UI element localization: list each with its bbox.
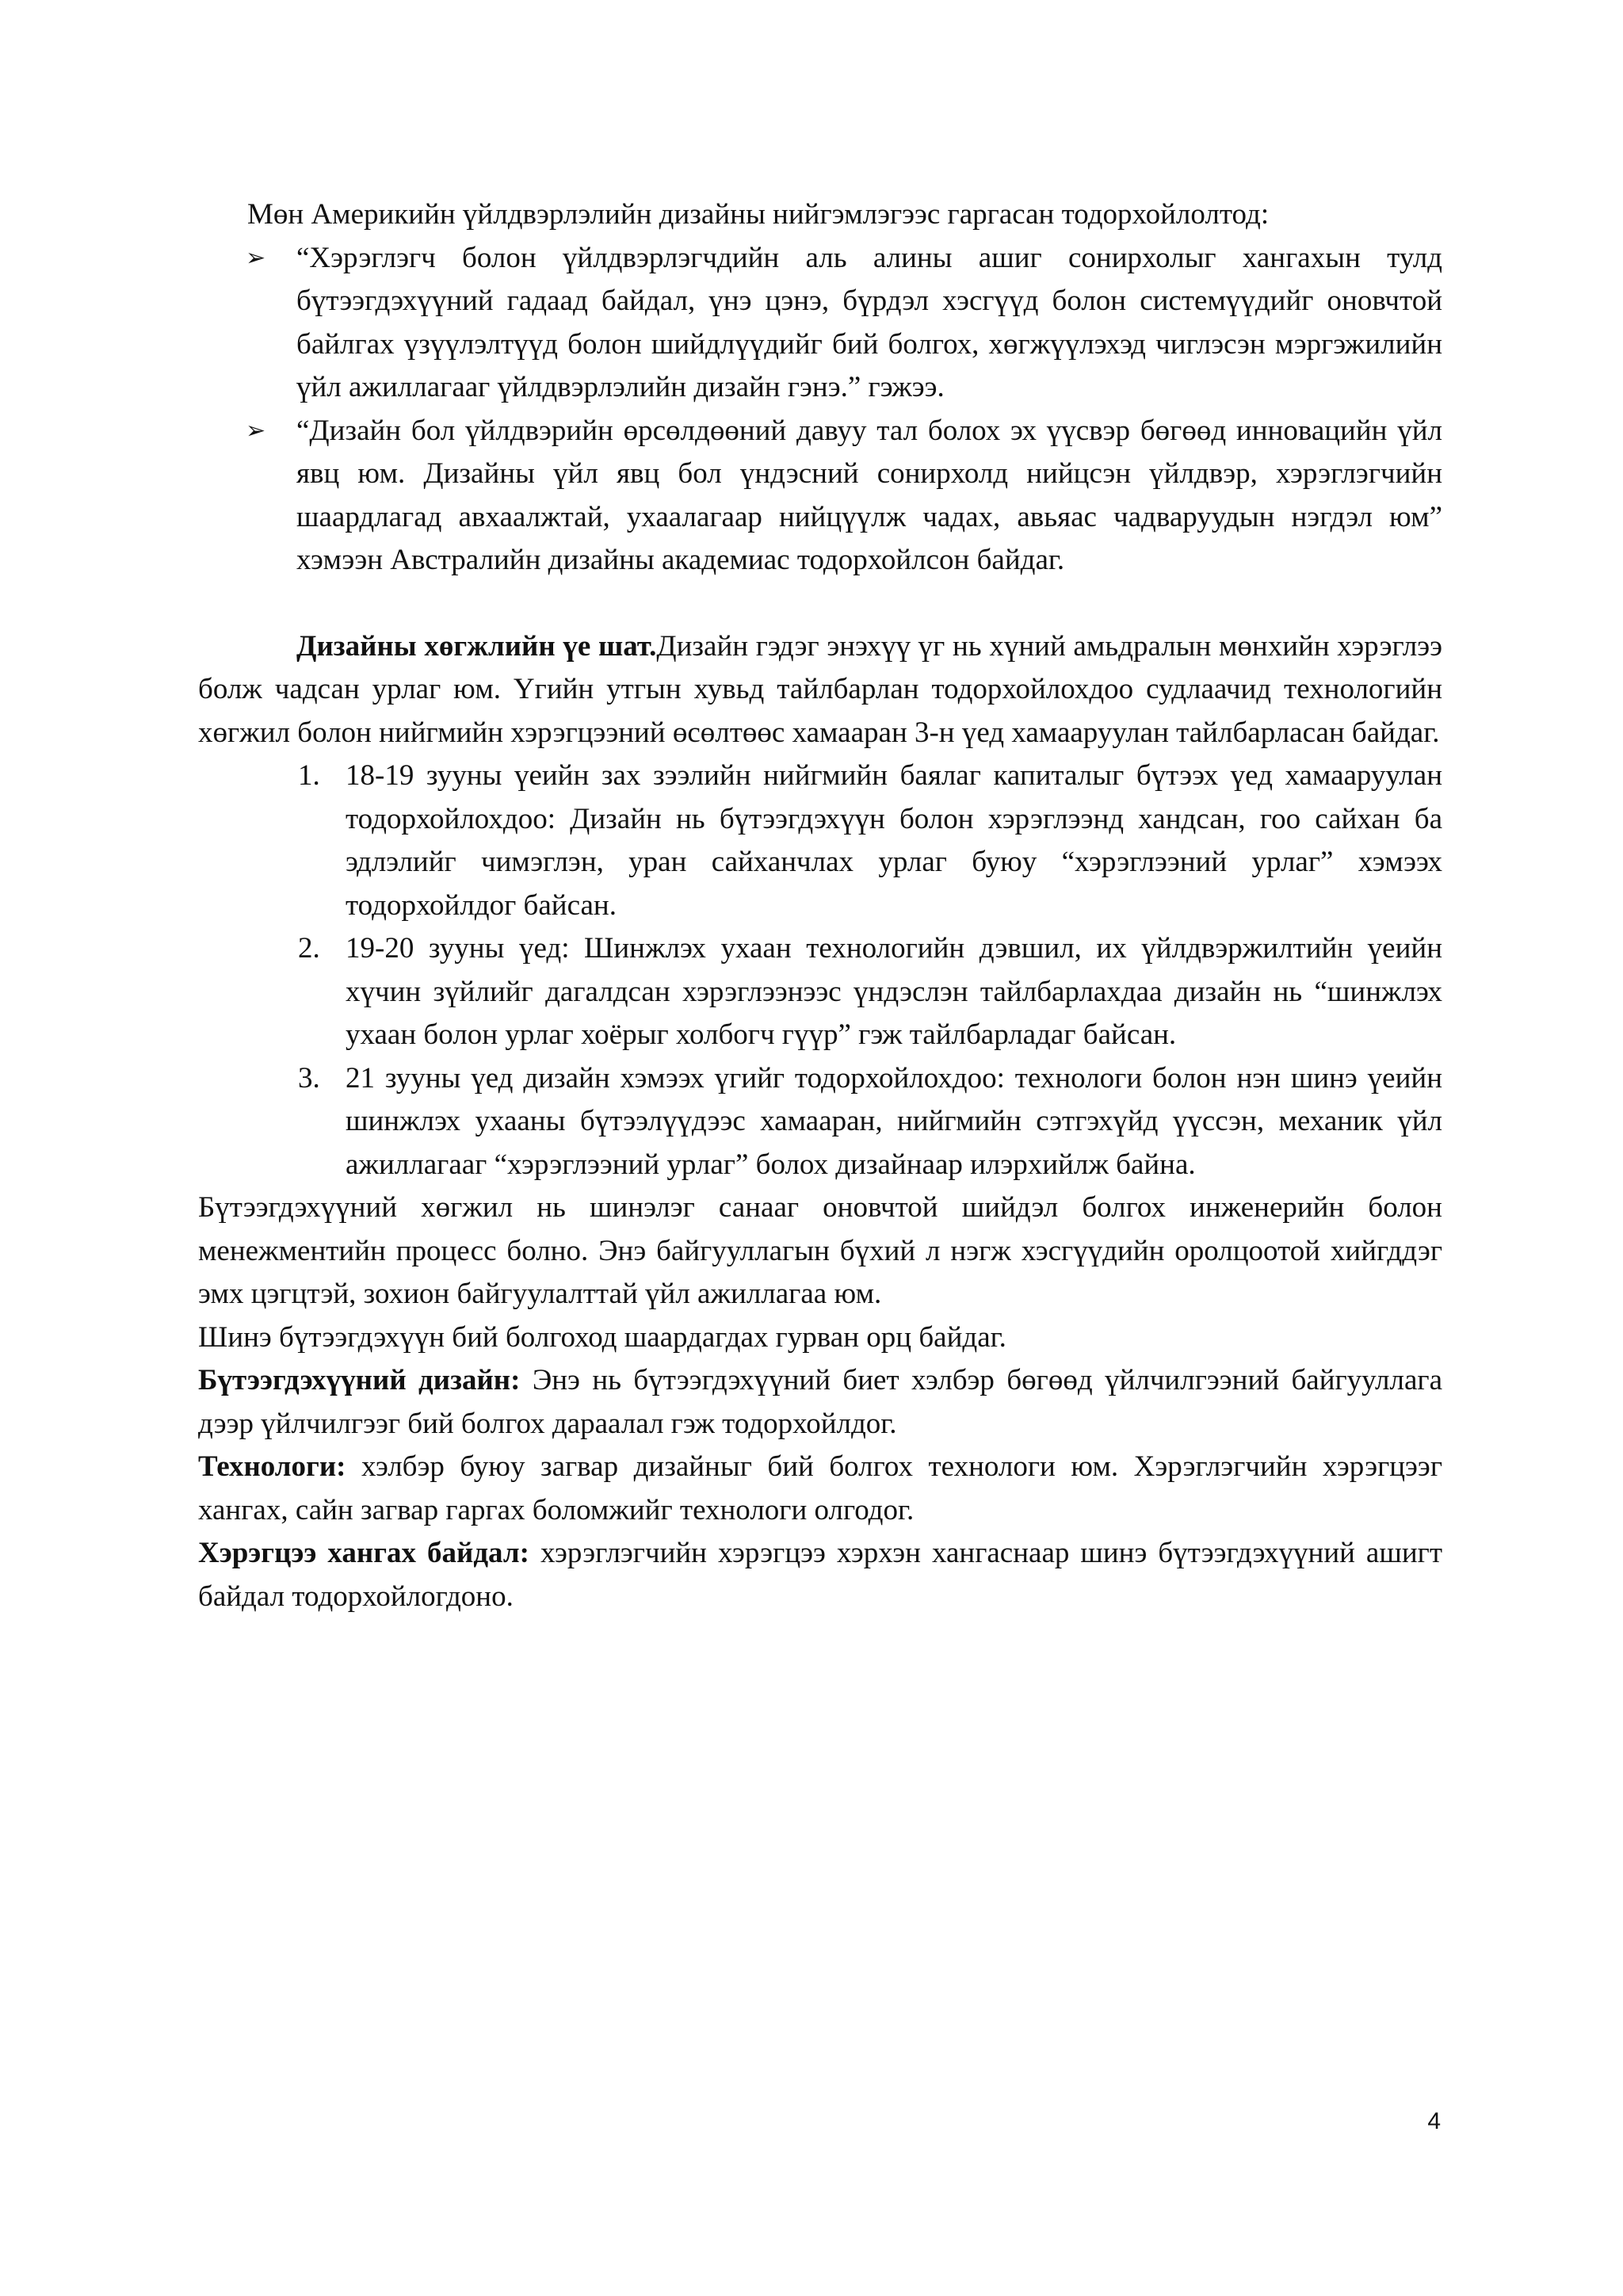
item-number: 1.	[298, 759, 320, 792]
section-text: Дизайн гэдэг энэхүү үг нь хүний амьдралын мөнхийн хэрэглээ болж чадсан урлаг юм. Үгийн утгын хувьд тайлбарлан тодорхойлохдоо судлаачид технологийн хөгжил болон нийгмийн хэрэгцээний өсөлтөөс хамааран 3-н үед хамааруулан тайлбарласан байдаг.	[198, 629, 1443, 749]
definition-paragraph	[198, 1446, 1442, 1532]
definition-term: Бүтээгдэхүүний дизайн:	[198, 1364, 521, 1396]
intro-paragraph: Мөн Америкийн үйлдвэрлэлийн дизайны нийгэмлэгээс гаргасан тодорхойлолтод:	[247, 198, 1270, 231]
body-paragraph: Бүтээгдэхүүний хөгжил нь шинэлэг санааг оновчтой шийдэл болгох инженерийн болон менежментийн процесс болно. Энэ байгууллагын бүхий л нэгж хэсгүүдийн оролцоотой хийгддэг эмх цэгцтэй, зохион байгуулалттай үйл ажиллагаа юм.	[198, 1191, 1442, 1310]
definition-paragraph	[198, 1532, 1442, 1618]
definition-term: Хэрэгцээ хангах байдал:	[198, 1537, 529, 1569]
bullet-text: “Хэрэглэгч болон үйлдвэрлэгчдийн аль алины ашиг сонирхолыг хангахын тулд бүтээгдэхүүний гадаад байдал, үнэ цэнэ, бүрдэл хэсгүүд болон системүүдийг оновчтой байлгах үзүүлэлтүүд болон шийдлүүдийг бий болгох, хөгжүүлэхэд чиглэсэн мэргэжилийн үйл ажиллагааг үйлдвэрлэлийн дизайн гэнэ.” гэжээ.	[296, 241, 1442, 403]
body-paragraph: Шинэ бүтээгдэхүүн бий болгоход шаардагдах гурван орц байдаг.	[198, 1320, 1006, 1354]
definition-term: Технологи:	[198, 1450, 346, 1483]
numbered-item	[198, 927, 1442, 1057]
item-number: 3.	[298, 1061, 320, 1095]
bullet-list	[198, 237, 1442, 583]
page-number: 4	[1427, 2108, 1441, 2134]
definition-text: хэрэглэгчийн хэрэгцээ хэрхэн хангаснаар шинэ бүтээгдэхүүний ашигт байдал тодорхойлогдоно.	[198, 1537, 1442, 1613]
document-page	[198, 193, 1442, 1618]
bullet-item	[198, 237, 1442, 410]
item-text: 19-20 зууны үед: Шинжлэх ухаан технологийн дэвшил, их үйлдвэржилтийн үеийн хүчин зүйлийг дагалдсан хэрэглээнээс үндэслэн тайлбарлахдаа дизайн нь “шинжлэх ухаан болон урлаг хоёрыг холбогч гүүр” гэж тайлбарладаг байсан.	[346, 932, 1442, 1051]
bullet-item	[198, 410, 1442, 583]
bullet-text: “Дизайн бол үйлдвэрийн өрсөлдөөний давуу тал болох эх үүсвэр бөгөөд инновацийн үйл явц юм. Дизайны үйл явц бол үндэсний сонирхолд нийцсэн үйлдвэр, хэрэглэгчийн шаардлагад авхаалжтай, ухаалагаар нийцүүлж чадах, авьяас чадваруудын нэгдэл юм” хэмээн Австралийн дизайны академиас тодорхойлсон байдаг.	[296, 414, 1442, 576]
item-text: 21 зууны үед дизайн хэмээх үгийг тодорхойлохдоо: технологи болон нэн шинэ үеийн шинжлэх ухааны бүтээлүүдээс хамааран, нийгмийн сэтгэхүйд үүссэн, механик үйл ажиллагааг “хэрэглээний урлаг” болох дизайнаар илэрхийлж байна.	[346, 1061, 1442, 1181]
section-heading: Дизайны хөгжлийн үе шат.	[296, 629, 657, 663]
section-paragraph	[198, 625, 1442, 755]
definition-text: Энэ нь бүтээгдэхүүний биет хэлбэр бөгөөд үйлчилгээний байгууллага дээр үйлчилгээг бий болгох дараалал гэж тодорхойлдог.	[198, 1364, 1442, 1440]
numbered-item	[198, 755, 1442, 927]
numbered-list	[198, 755, 1442, 1186]
definition-text: хэлбэр буюу загвар дизайныг бий болгох технологи юм. Хэрэглэгчийн хэрэгцээг хангах, сайн загвар гаргах боломжийг технологи олгодог.	[198, 1450, 1442, 1526]
arrow-bullet-icon: ➢	[246, 416, 266, 445]
item-number: 2.	[298, 932, 320, 965]
item-text: 18-19 зууны үеийн зах зээлийн нийгмийн баялаг капиталыг бүтээх үед хамааруулан тодорхойлохдоо: Дизайн нь бүтээгдэхүүн болон хэрэглээнд хандсан, гоо сайхан ба эдлэлийг чимэглэн, уран сайханчлах урлаг буюу “хэрэглээний урлаг” хэмээх тодорхойлдог байсан.	[346, 759, 1442, 922]
arrow-bullet-icon: ➢	[246, 243, 266, 272]
numbered-item	[198, 1057, 1442, 1187]
definition-paragraph	[198, 1359, 1442, 1446]
